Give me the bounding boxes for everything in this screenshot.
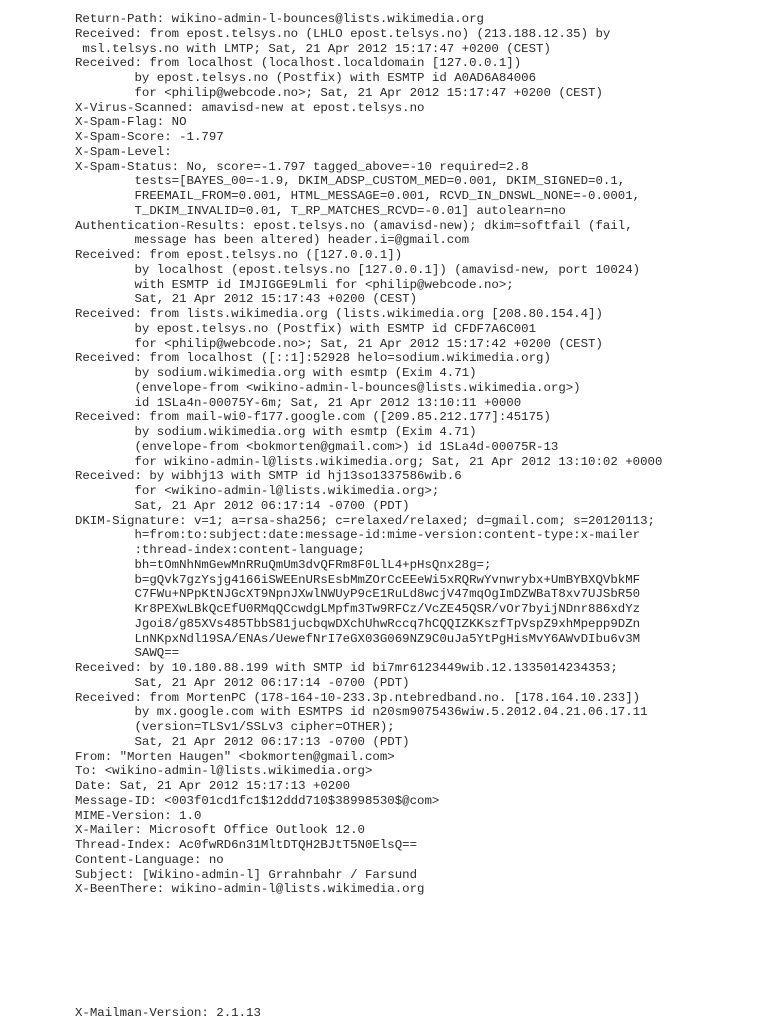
header-line: Sat, 21 Apr 2012 15:17:43 +0200 (CEST) [75,292,418,307]
header-line: by epost.telsys.no (Postfix) with ESMTP id A0AD6A84006 [75,71,537,85]
header-line: message has been altered) header.i=@gmail.com [75,233,470,248]
header-line: for wikino-admin-l@lists.wikimedia.org; Sat, 21 Apr 2012 13:10:02 +0000 [75,454,663,469]
header-line: Sat, 21 Apr 2012 06:17:14 -0700 (PDT) [75,675,410,690]
header-line: From: "Morten Haugen" <bokmorten@gmail.com> [75,749,395,764]
header-line: Message-ID: <003f01cd1fc1$12ddd710$38998530$@com> [75,793,440,808]
header-line: Kr8PEXwLBkQcEfU0RMqQCcwdgLMpfm3Tw9RFCz/VcZE45QSR/vOr7byijNDnr886xdYz [75,602,641,616]
header-line: Received: from mail-wi0-f177.google.com ([209.85.212.177]:45175) [75,410,551,425]
header-line: Received: from MortenPC (178-164-10-233.3p.ntebredband.no. [178.164.10.233]) [75,690,641,705]
header-line: with ESMTP id IMJIGGE9Lmli for <philip@webcode.no>; [75,277,514,292]
header-line: by sodium.wikimedia.org with esmtp (Exim 4.71) [75,425,477,439]
header-line: X-Spam-Level: [75,144,172,159]
header-line: Received: from localhost (localhost.localdomain [127.0.0.1]) [75,56,522,71]
header-line: FREEMAIL_FROM=0.001, HTML_MESSAGE=0.001, RCVD_IN_DNSWL_NONE=-0.0001, [75,189,641,203]
header-line: MIME-Version: 1.0 [75,808,202,823]
header-line: (envelope-from <bokmorten@gmail.com>) id 1SLa4d-00075R-13 [75,439,559,454]
header-line: for <philip@webcode.no>; Sat, 21 Apr 2012 15:17:47 +0200 (CEST) [75,85,603,100]
header-line: msl.telsys.no with LMTP; Sat, 21 Apr 2012 15:17:47 +0200 (CEST) [75,41,551,56]
header-line: T_DKIM_INVALID=0.01, T_RP_MATCHES_RCVD=-0.01] autolearn=no [75,203,566,218]
header-line: To: <wikino-admin-l@lists.wikimedia.org> [75,764,373,779]
header-line: Received: by 10.180.88.199 with SMTP id bi7mr6123449wib.12.1335014234353; [75,661,618,675]
header-line: Received: from localhost ([::1]:52928 helo=sodium.wikimedia.org) [75,351,551,366]
header-line: b=gQvk7gzYsjg4166iSWEEnURsEsbMmZOrCcEEeWi5xRQRwYvnwrybx+UmBYBXQVbkMF [75,572,641,587]
header-line: Return-Path: wikino-admin-l-bounces@lists.wikimedia.org [75,12,484,26]
header-line: Subject: [Wikino-admin-l] Grrahnbahr / Farsund [75,867,418,882]
header-line: Received: from lists.wikimedia.org (lists.wikimedia.org [208.80.154.4]) [75,307,603,321]
header-line: for <philip@webcode.no>; Sat, 21 Apr 2012 15:17:42 +0200 (CEST) [75,336,603,351]
header-line: (version=TLSv1/SSLv3 cipher=OTHER); [75,720,395,734]
x-mailman-version-line: X-Mailman-Version: 2.1.13 [75,1006,261,1020]
header-line: C7FWu+NPpKtNJGcXT9NpnJXwlNWUyP9cE1RuLd8wcjV47mqOgImDZWBaT8xv7UJSbR50 [75,587,641,602]
header-line: by sodium.wikimedia.org with esmtp (Exim 4.71) [75,366,477,380]
header-line: Authentication-Results: epost.telsys.no (amavisd-new); dkim=softfail (fail, [75,218,633,233]
header-line: Thread-Index: Ac0fwRD6n31MltDTQH2BJtT5N0ElsQ== [75,838,418,852]
header-line: h=from:to:subject:date:message-id:mime-version:content-type:x-mailer [75,528,641,543]
header-line: bh=tOmNhNmGewMnRRuQmUm3dvQFRm8F0LlL4+pHsQnx28g=; [75,557,492,572]
email-header-block [75,12,755,897]
header-line: SAWQ== [75,646,180,661]
header-line: Received: by wibhj13 with SMTP id hj13so1337586wib.6 [75,469,462,484]
header-line: by localhost (epost.telsys.no [127.0.0.1]) (amavisd-new, port 10024) [75,262,641,277]
header-line: id 1SLa4n-00075Y-6m; Sat, 21 Apr 2012 13:10:11 +0000 [75,395,522,410]
header-line: tests=[BAYES_00=-1.9, DKIM_ADSP_CUSTOM_MED=0.001, DKIM_SIGNED=0.1, [75,174,626,189]
header-line: X-BeenThere: wikino-admin-l@lists.wikimedia.org [75,882,425,897]
header-line: Sat, 21 Apr 2012 06:17:14 -0700 (PDT) [75,498,410,513]
header-line: by mx.google.com with ESMTPS id n20sm9075436wiw.5.2012.04.21.06.17.11 [75,705,648,720]
header-line: Received: from epost.telsys.no ([127.0.0.1]) [75,248,403,262]
header-line: Received: from epost.telsys.no (LHLO epost.telsys.no) (213.188.12.35) by [75,26,611,41]
header-line: by epost.telsys.no (Postfix) with ESMTP id CFDF7A6C001 [75,321,537,336]
header-line: Jgoi8/g85XVs485TbbS81jucbqwDXchUhwRccq7hCQQIZKKszfTpVspZ9xhMpepp9DZn [75,616,641,631]
header-line: X-Mailer: Microsoft Office Outlook 12.0 [75,823,365,838]
header-line: LnNKpxNdl19SA/ENAs/UewefNrI7eGX03G069NZ9C0uJa5YtPgHisMvY6AWvDIbu6v3M [75,631,641,646]
header-line: X-Spam-Flag: NO [75,115,187,130]
header-line: DKIM-Signature: v=1; a=rsa-sha256; c=relaxed/relaxed; d=gmail.com; s=20120113; [75,513,655,528]
header-line: (envelope-from <wikino-admin-l-bounces@lists.wikimedia.org>) [75,380,581,395]
header-line: X-Spam-Score: -1.797 [75,130,224,144]
header-line: Content-Language: no [75,852,224,867]
header-line: for <wikino-admin-l@lists.wikimedia.org>; [75,484,440,498]
header-line: X-Spam-Status: No, score=-1.797 tagged_above=-10 required=2.8 [75,159,529,174]
header-line: Sat, 21 Apr 2012 06:17:13 -0700 (PDT) [75,734,410,749]
header-line: Date: Sat, 21 Apr 2012 15:17:13 +0200 [75,779,351,793]
header-line: :thread-index:content-language; [75,543,365,557]
header-line: X-Virus-Scanned: amavisd-new at epost.telsys.no [75,100,425,115]
